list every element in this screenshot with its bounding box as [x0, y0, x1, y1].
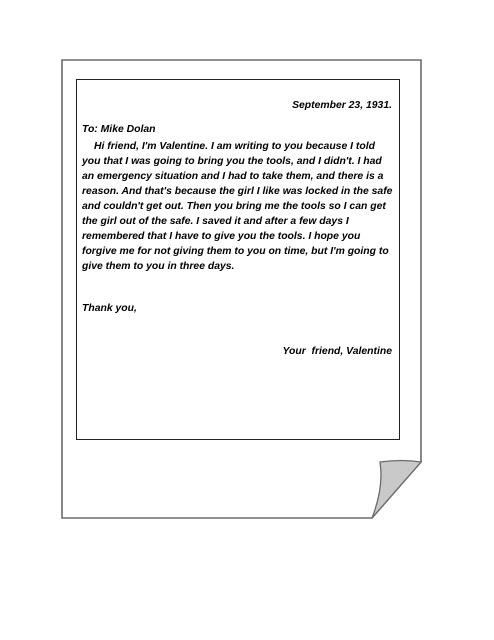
letter-closing: Thank you,: [82, 303, 137, 314]
letter-body: Hi friend, I'm Valentine. I am writing to you because I told you that I was going to bring you the tools, and I didn't. I had an emergency situation and I had to take them, and there is a reason. And that's because the girl I like was locked in the safe and couldn't get out. Then you bring me the tools so I can get the girl out of the safe. I saved it and after a few days I remembered that I have to give you the tools. I hope you forgive me for not giving them to you on time, but I'm going to give them to you in three days.: [82, 141, 393, 272]
letter-frame: [76, 79, 400, 440]
letter-recipient: To: Mike Dolan: [82, 124, 156, 135]
letter-signature: Your friend, Valentine: [282, 346, 392, 357]
letter-date: September 23, 1931.: [292, 100, 392, 111]
